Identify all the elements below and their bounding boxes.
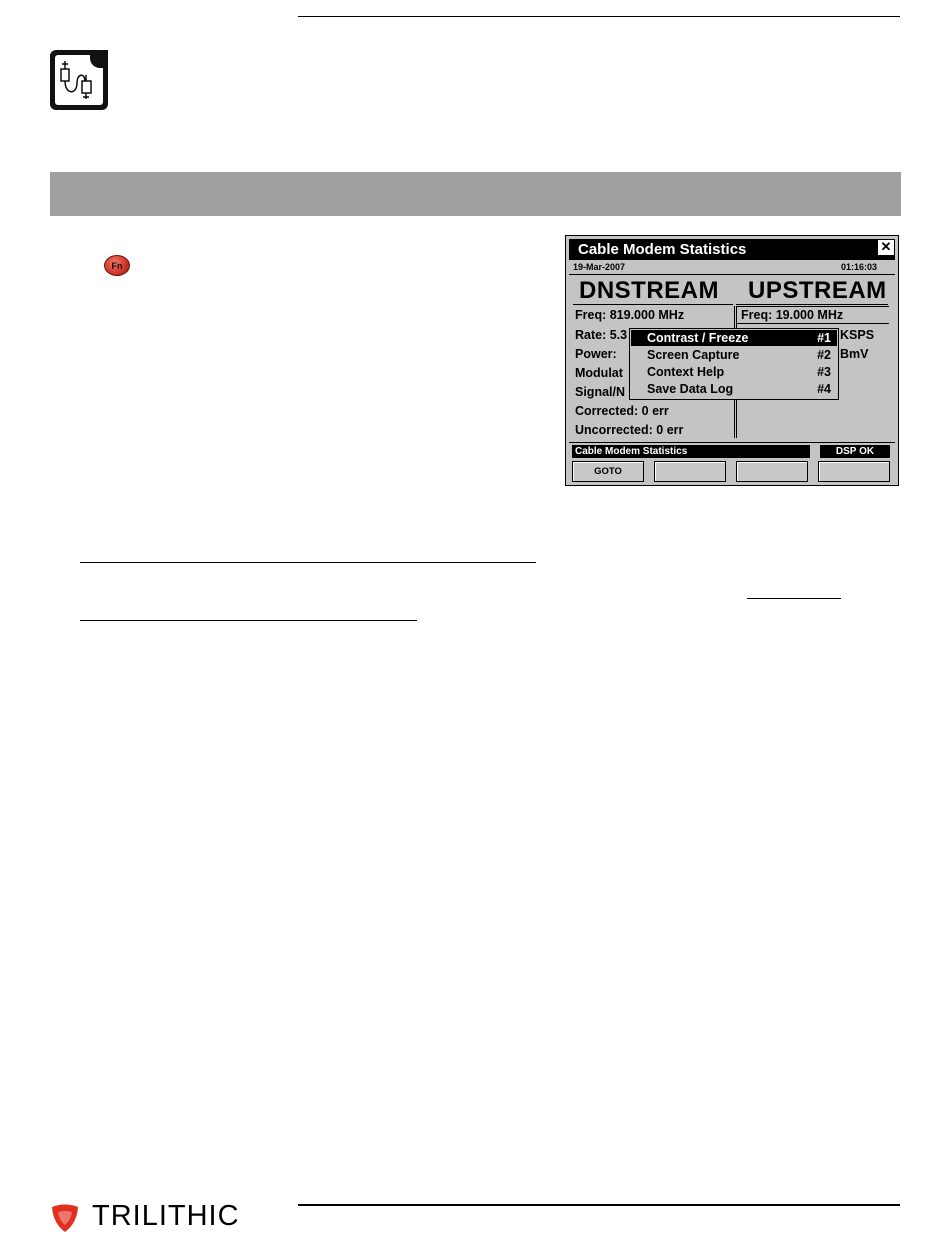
downstream-line: Signal/N (575, 385, 626, 399)
date-time-bar (569, 261, 895, 275)
upstream-line: KSPS (840, 328, 875, 342)
window-title: Cable Modem Statistics (569, 239, 895, 260)
section-header-bar (50, 172, 901, 216)
menu-item-save-data-log[interactable]: Save Data Log #4 (647, 382, 831, 396)
softkey-goto[interactable]: GOTO (572, 461, 644, 482)
downstream-line: Rate: 5.3 (575, 328, 628, 342)
time-readout: 01:16:03 (840, 262, 877, 272)
underline-rule (747, 598, 841, 599)
underline-rule (80, 620, 417, 621)
upstream-line: BmV (840, 347, 869, 361)
menu-item-screen-capture[interactable]: Screen Capture #2 (647, 348, 831, 362)
softkey-2[interactable] (654, 461, 726, 482)
downstream-rule (573, 304, 733, 305)
close-icon[interactable]: ✕ (877, 239, 895, 256)
dsp-status-badge: DSP OK (820, 445, 890, 458)
function-popup-menu (629, 328, 839, 400)
downstream-line: Power: (575, 347, 617, 361)
trilithic-logo-text: TRILITHIC (92, 1200, 240, 1232)
fn-key-icon: Fn (104, 255, 130, 276)
downstream-line: Uncorrected: 0 err (575, 423, 684, 437)
softkey-3[interactable] (736, 461, 808, 482)
status-bar: Cable Modem Statistics (572, 445, 810, 458)
footer-rule (298, 1204, 900, 1206)
softkey-4[interactable] (818, 461, 890, 482)
date-readout: 19-Mar-2007 (573, 262, 626, 272)
downstream-line: Corrected: 0 err (575, 404, 669, 418)
downstream-line: Freq: 819.000 MHz (575, 308, 685, 322)
menu-item-context-help[interactable]: Context Help #3 (647, 365, 831, 379)
upstream-heading: UPSTREAM (748, 277, 887, 304)
downstream-line: Modulat (575, 366, 623, 380)
top-rule (298, 16, 900, 17)
status-separator (569, 442, 895, 443)
underline-rule (80, 562, 536, 563)
menu-item-contrast-freeze[interactable]: Contrast / Freeze #1 (631, 330, 837, 346)
trilithic-logo-icon (50, 1203, 80, 1233)
downstream-heading: DNSTREAM (579, 277, 719, 304)
upstream-line: Freq: 19.000 MHz (741, 308, 844, 322)
upstream-rule (736, 304, 888, 305)
chapter-icon (50, 50, 108, 110)
device-screenshot (565, 235, 899, 486)
